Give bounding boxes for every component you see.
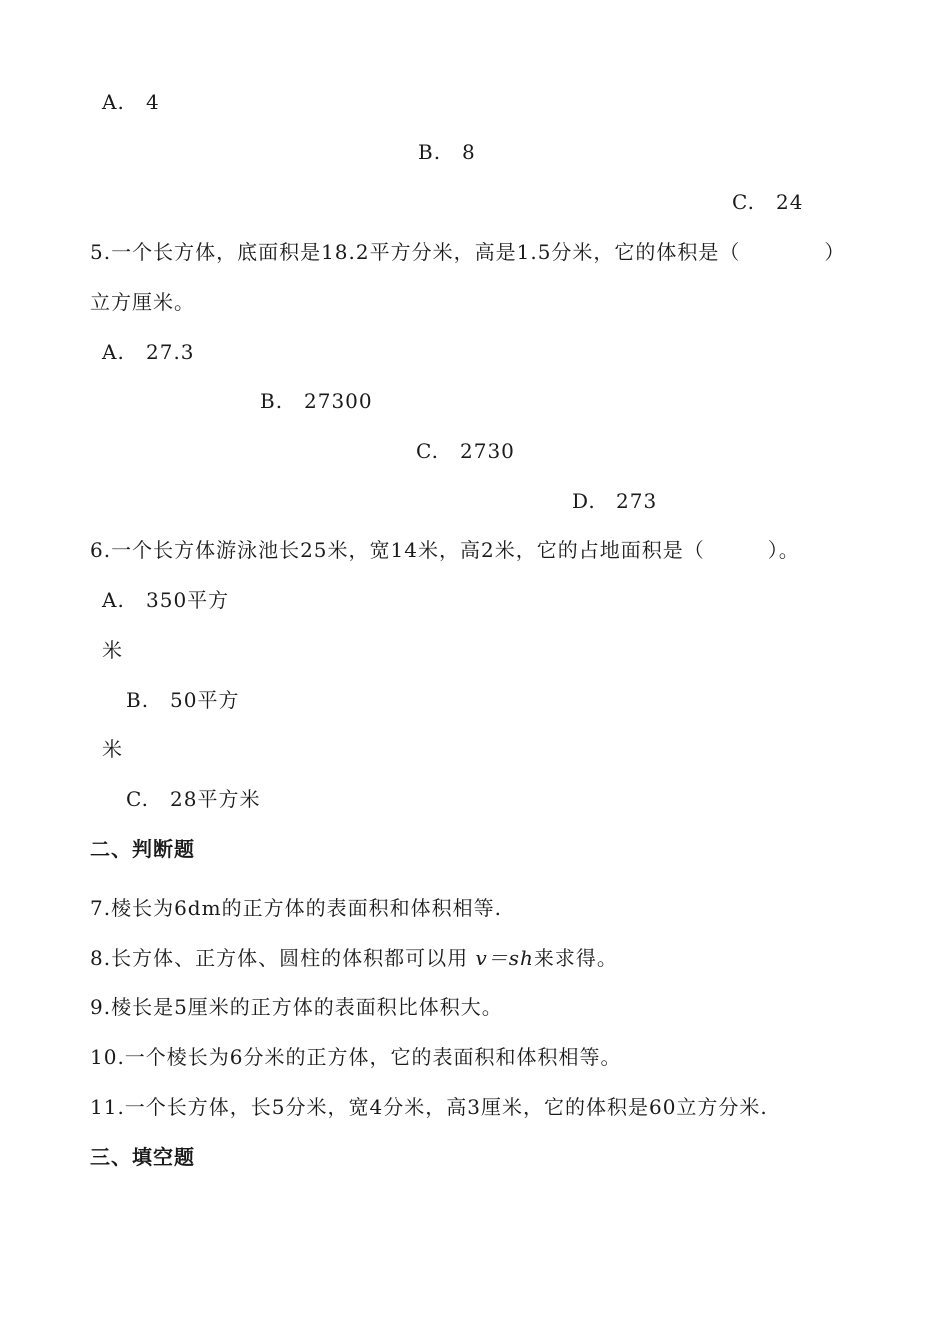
option-text: 4 (146, 90, 160, 114)
q5-stem: 5.一个长方体，底面积是18.2平方分米，高是1.5分米，它的体积是（ ） (90, 240, 846, 264)
q4-option-c (732, 190, 803, 214)
option-text: 8 (462, 140, 476, 164)
option-text: 24 (776, 190, 804, 214)
option-text: 273 (616, 489, 658, 513)
option-label: C. (416, 439, 439, 463)
q4-option-a (102, 90, 160, 114)
q8-suffix: 来求得。 (533, 946, 618, 970)
q11-text: 11.一个长方体，长5分米，宽4分米，高3厘米，它的体积是60立方分米. (90, 1095, 768, 1119)
option-label: A. (102, 340, 125, 364)
section-title-judgement: 二、判断题 (90, 837, 195, 861)
option-label: B. (260, 389, 284, 413)
option-text: 27.3 (146, 340, 195, 364)
option-text: 2730 (460, 439, 515, 463)
option-label: A. (102, 90, 125, 114)
q7-text: 7.棱长为6dm的正方体的表面积和体积相等. (90, 896, 502, 920)
option-label: C. (732, 190, 755, 214)
q5-option-b (260, 389, 373, 413)
section-title-fill-blank: 三、填空题 (90, 1145, 195, 1169)
q9-text: 9.棱长是5厘米的正方体的表面积比体积大。 (90, 995, 503, 1019)
q6-option-c (126, 787, 260, 811)
q5-stem-cont: 立方厘米。 (90, 290, 195, 314)
option-label: A. (102, 588, 125, 612)
q6-option-b-wrap: 米 (102, 737, 123, 761)
q10-text: 10.一个棱长为6分米的正方体，它的表面积和体积相等。 (90, 1045, 622, 1069)
q6-option-b (126, 688, 239, 712)
q6-option-a (102, 588, 229, 612)
option-text: 350平方 (146, 588, 230, 612)
q6-option-a-wrap: 米 (102, 638, 123, 662)
q8-formula: v＝sh (475, 946, 534, 970)
q5-option-c (416, 439, 515, 463)
q5-option-d (572, 489, 657, 513)
option-text: 50平方 (170, 688, 240, 712)
q8-prefix: 8.长方体、正方体、圆柱的体积都可以用 (90, 946, 476, 970)
q8-text (90, 946, 618, 970)
option-text: 28平方米 (170, 787, 261, 811)
option-label: B. (126, 688, 150, 712)
option-text: 27300 (304, 389, 373, 413)
q6-stem: 6.一个长方体游泳池长25米，宽14米，高2米，它的占地面积是（ ）。 (90, 538, 800, 562)
option-label: D. (572, 489, 596, 513)
option-label: B. (418, 140, 442, 164)
q4-option-b (418, 140, 476, 164)
q5-option-a (102, 340, 195, 364)
option-label: C. (126, 787, 149, 811)
